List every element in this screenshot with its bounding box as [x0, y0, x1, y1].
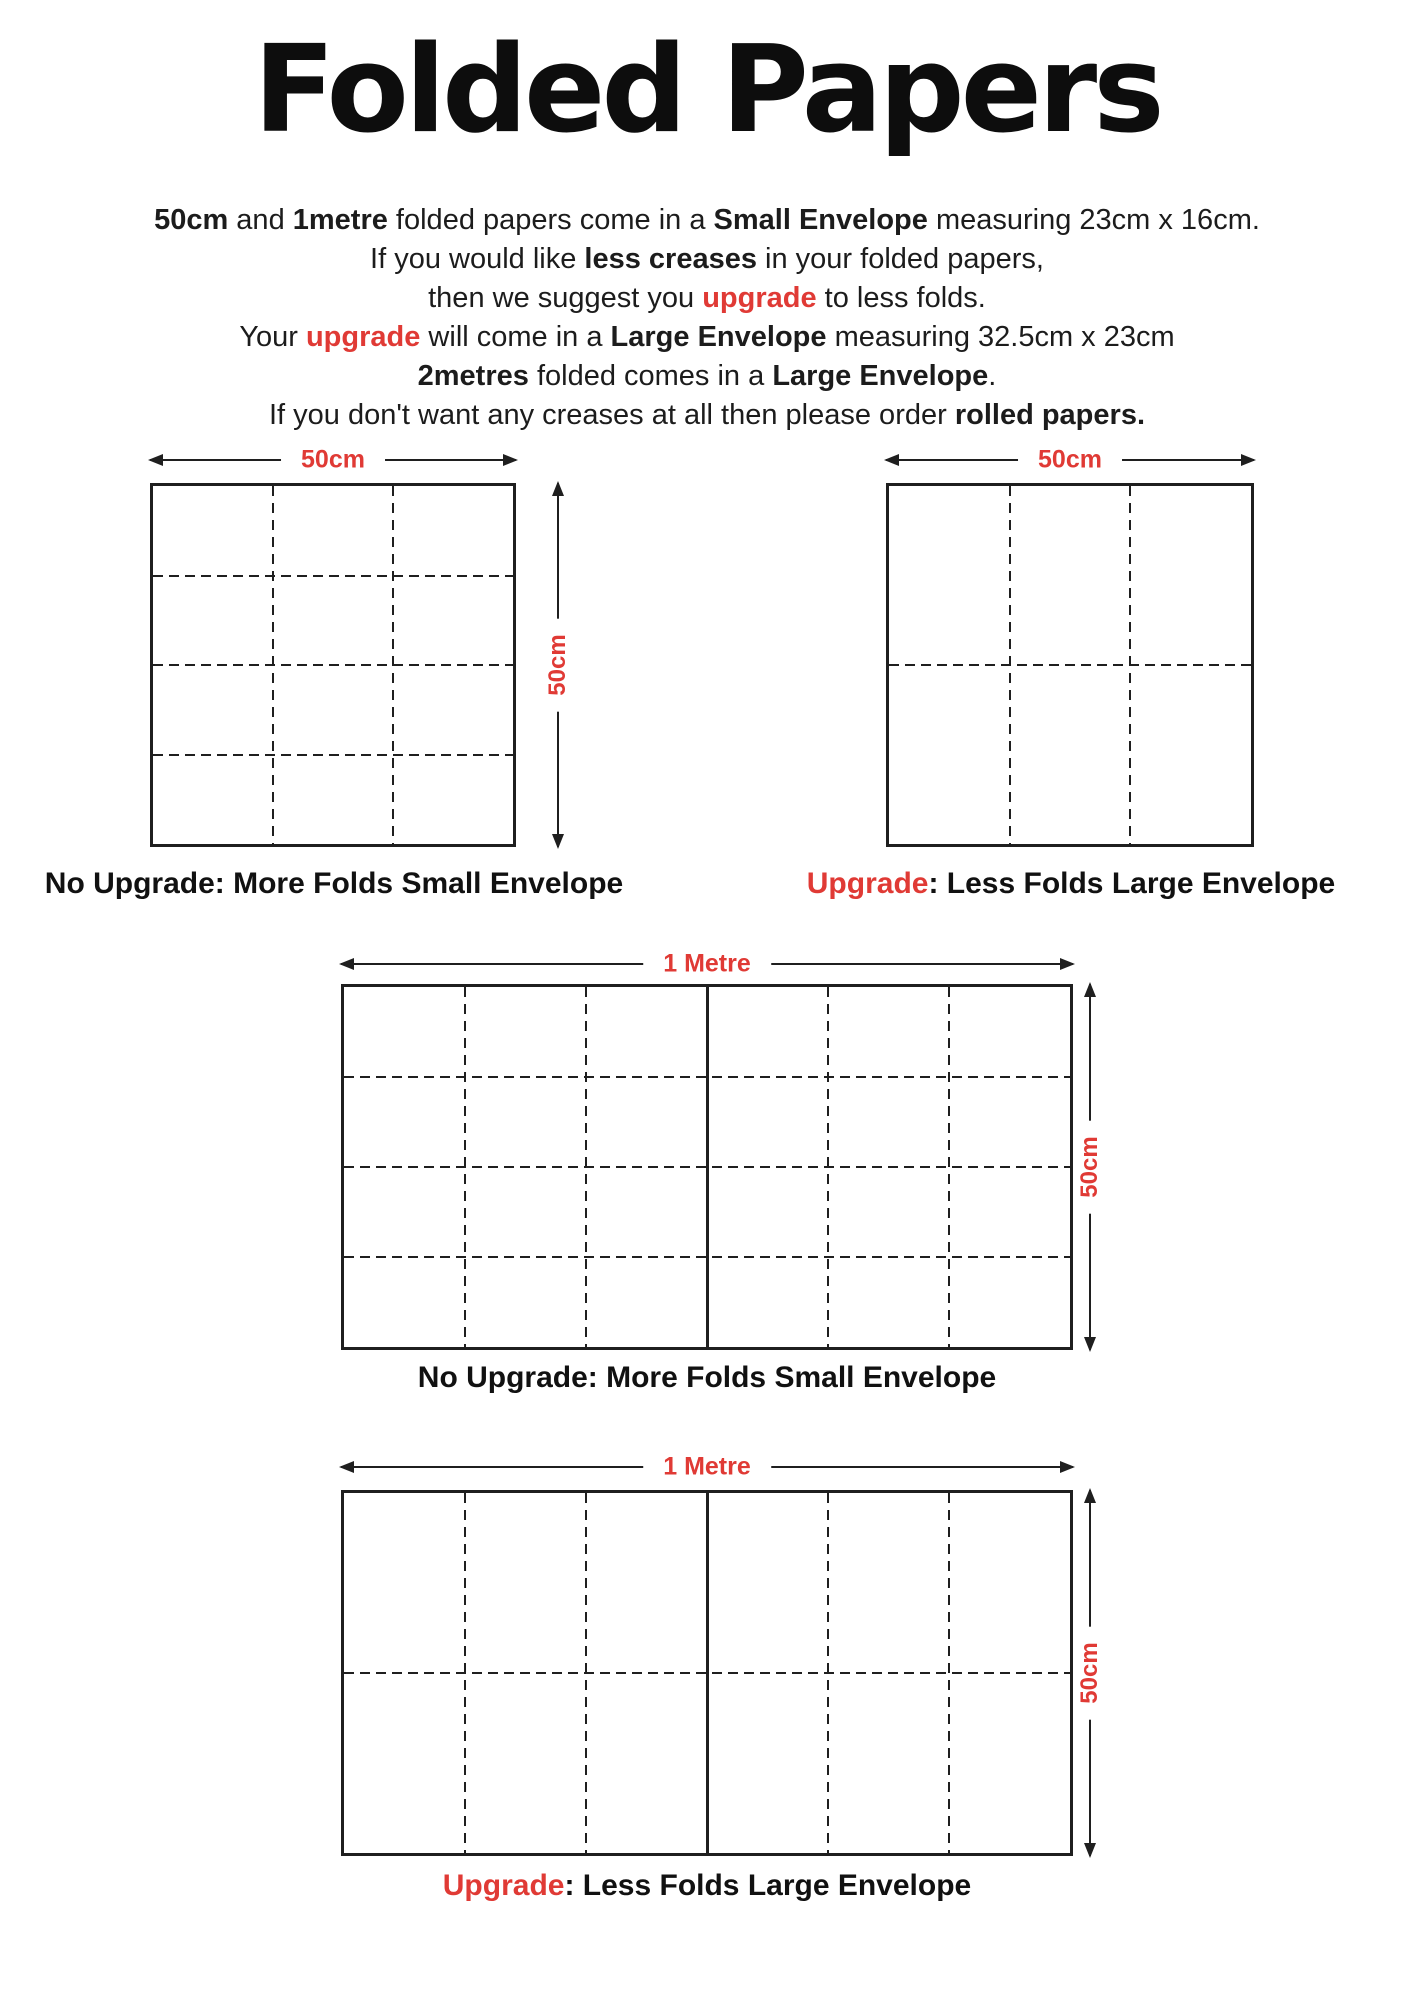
bold-text: 2metres [417, 360, 529, 392]
highlighted-text: upgrade [702, 282, 817, 314]
text: : Less Folds Large Envelope [564, 1869, 972, 1902]
text: folded comes in a [528, 360, 773, 392]
diagram-caption [357, 1868, 1057, 1904]
bold-text: rolled papers. [954, 399, 1145, 431]
height-dimension-arrow [1073, 984, 1107, 1350]
paper-sheet [886, 483, 1254, 847]
text: folded papers come in a [387, 204, 714, 236]
width-dimension-label: 1 Metre [643, 1453, 771, 1482]
height-dimension-arrow [541, 483, 575, 847]
height-dimension-arrow [1073, 1490, 1107, 1856]
page-title: Folded Papers [253, 21, 1161, 160]
fold-line-horizontal [153, 754, 513, 756]
paper-sheet [341, 1490, 1073, 1856]
text: in your folded papers, [756, 243, 1044, 275]
width-dimension-label: 50cm [281, 446, 385, 475]
bold-text: less creases [584, 243, 757, 275]
text: If you would like [370, 243, 585, 275]
fold-line-horizontal [153, 664, 513, 666]
width-dimension-label: 50cm [1018, 446, 1122, 475]
intro-line [0, 279, 1414, 318]
height-dimension-label: 50cm [1076, 1626, 1104, 1719]
intro-line [0, 240, 1414, 279]
text: measuring 32.5cm x 23cm [826, 321, 1175, 353]
width-dimension-label: 1 Metre [643, 950, 771, 979]
bold-text: Large Envelope [610, 321, 827, 353]
bold-text: 50cm [154, 204, 229, 236]
height-dimension-label: 50cm [1076, 1120, 1104, 1213]
text: will come in a [420, 321, 611, 353]
highlighted-text: Upgrade [442, 1869, 565, 1902]
text: If you don't want any creases at all then please order [268, 399, 955, 431]
fold-line-horizontal [344, 1256, 1070, 1258]
width-dimension-arrow [886, 444, 1254, 476]
paper-sheet [341, 984, 1073, 1350]
width-dimension-arrow [341, 1451, 1073, 1483]
fold-line-horizontal [889, 664, 1251, 666]
diagram-caption [357, 1360, 1057, 1396]
bold-text: Small Envelope [713, 204, 928, 236]
text: No Upgrade: More Folds Small Envelope [44, 867, 624, 900]
highlighted-text: Upgrade [806, 867, 929, 900]
bold-text: 1metre [292, 204, 388, 236]
intro-line [0, 357, 1414, 396]
fold-line-horizontal [344, 1672, 1070, 1674]
text: . [988, 360, 997, 392]
intro-line [0, 318, 1414, 357]
text: measuring 23cm x 16cm. [927, 204, 1260, 236]
width-dimension-arrow [341, 948, 1073, 980]
fold-line-horizontal [344, 1166, 1070, 1168]
text: : Less Folds Large Envelope [928, 867, 1336, 900]
text: then we suggest you [428, 282, 703, 314]
text: and [228, 204, 293, 236]
height-dimension-label: 50cm [544, 618, 572, 711]
bold-text: Large Envelope [772, 360, 989, 392]
fold-line-horizontal [153, 575, 513, 577]
paper-sheet [150, 483, 516, 847]
text: No Upgrade: More Folds Small Envelope [417, 1361, 997, 1394]
diagram-caption [771, 866, 1371, 902]
text: to less folds. [816, 282, 986, 314]
highlighted-text: upgrade [305, 321, 421, 353]
intro-line [0, 396, 1414, 435]
fold-line-horizontal [344, 1076, 1070, 1078]
diagram-caption [34, 866, 634, 902]
intro-line [0, 201, 1414, 240]
intro-text [0, 201, 1414, 435]
text: Your [239, 321, 306, 353]
width-dimension-arrow [150, 444, 516, 476]
